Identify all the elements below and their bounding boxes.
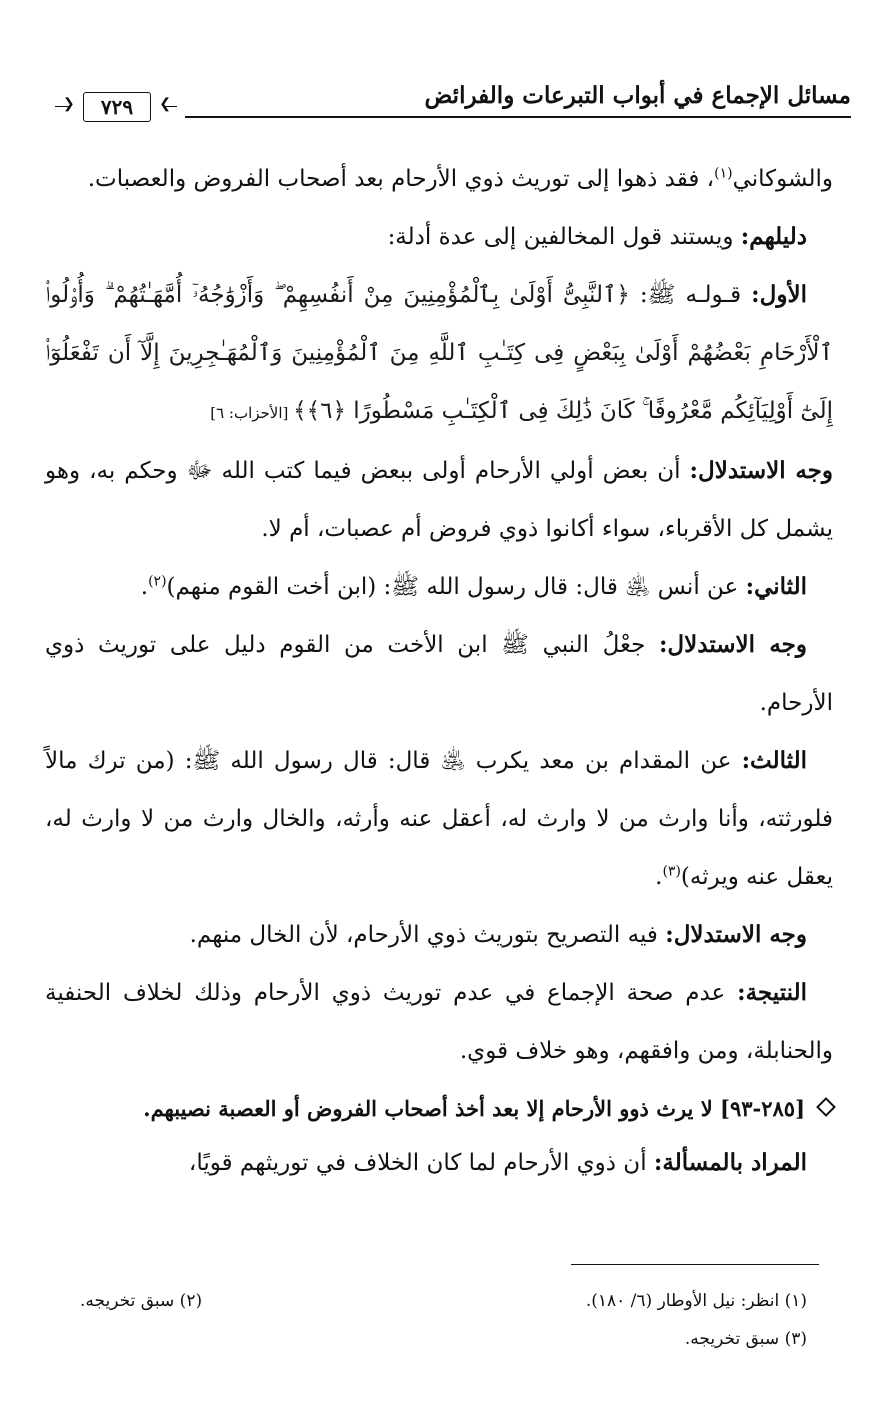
page-number-frame [55,90,177,126]
label-inference: وجه الاستدلال: [658,631,807,658]
ornament-right-icon: ❯ [159,96,171,112]
label-result: النتيجة: [737,979,807,1006]
footnote-row [80,1320,807,1358]
label-third: الثالث: [741,747,807,774]
label-first: الأول: [751,281,807,308]
surah-citation: [الأحزاب: ٦] [210,404,294,422]
footnote-rule [571,1264,819,1265]
running-title: مسائل الإجماع في أبواب التبرعات والفرائض [424,82,851,109]
paragraph-result: النتيجة: عدم صحة الإجماع في عدم توريث ذوي الأرحام وذلك لخلاف الحنفية والحنابلة، ومن وافقهم، وهو خلاف قوي. [45,979,833,1064]
footnotes [80,1282,807,1358]
footnote-3: (٣) سبق تخريجه. [684,1329,807,1349]
paragraph-inference-3: وجه الاستدلال: فيه التصريح بتوريث ذوي الأرحام، لأن الخال منهم. [189,921,807,948]
label-meaning: المراد بالمسألة: [653,1149,807,1176]
label-inference: وجه الاستدلال: [665,921,807,948]
header-rule [185,116,851,118]
paragraph-evidence-intro: دليلهم: ويستند قول المخالفين إلى عدة أدلة: [387,223,807,250]
ornament-line-right [163,106,177,107]
masala-number: [٢٨٥-٩٣] [720,1096,805,1121]
footnote-ref-3: (٣) [662,863,681,880]
footnote-2: (٢) سبق تخريجه. [80,1291,203,1311]
paragraph-inference-1: وجه الاستدلال: أن بعض أولي الأرحام أولى ببعض فيما كتب الله ﷻ وحكم به، وهو يشمل كل الأقرباء، سواء أكانوا ذوي فروض أم عصبات، أم لا. [45,457,833,542]
footnote-ref-1: (١) [714,165,733,182]
diamond-icon [816,1097,836,1117]
page-number: ٧٢٩ [83,92,151,122]
paragraph-first-evidence: الأول: قـولـه ﷺ: ﴿ٱلنَّبِىُّ أَوْلَىٰ بِٱلْمُؤْمِنِينَ مِنْ أَنفُسِهِمْ ۖ وَأَزْوَٰجُهُۥٓ أُمَّهَـٰتُهُمْ ۗ وَأُو۟لُوا۟ ٱلْأَرْحَامِ بَعْضُهُمْ أَوْلَىٰ بِبَعْضٍ فِى كِتَـٰبِ ٱللَّهِ مِنَ ٱلْمُؤْمِنِينَ وَٱلْمُهَـٰجِرِينَ إِلَّآ أَن تَفْعَلُوٓا۟ إِلَىٰٓ أَوْلِيَآئِكُم مَّعْرُوفًا ۚ كَانَ ذَٰلِكَ فِى ٱلْكِتَـٰبِ مَسْطُورًا ﴿٦﴾﴾ [الأحزاب: ٦] [45,281,833,424]
paragraph-meaning: المراد بالمسألة: أن ذوي الأرحام لما كان الخلاف في توريثهم قويًا، [188,1149,807,1176]
paragraph-inference-2: وجه الاستدلال: جعْلُ النبي ﷺ ابن الأخت من القوم دليل على توريث ذوي الأرحام. [45,631,833,716]
label-inference: وجه الاستدلال: [689,457,833,484]
label-evidence: دليلهم: [740,223,807,250]
quran-verse: ﴿ٱلنَّبِىُّ أَوْلَىٰ بِٱلْمُؤْمِنِينَ مِنْ أَنفُسِهِمْ ۖ وَأَزْوَٰجُهُۥٓ أُمَّهَـٰتُهُمْ ۗ وَأُو۟لُوا۟ ٱلْأَرْحَامِ بَعْضُهُمْ أَوْلَىٰ بِبَعْضٍ فِى كِتَـٰبِ ٱللَّهِ مِنَ ٱلْمُؤْمِنِينَ وَٱلْمُهَـٰجِرِينَ إِلَّآ أَن تَفْعَلُوٓا۟ إِلَىٰٓ أَوْلِيَآئِكُم مَّعْرُوفًا ۚ كَانَ ذَٰلِكَ فِى ٱلْكِتَـٰبِ مَسْطُورًا ﴿٦﴾﴾ [45,282,833,424]
masala-title: لا يرث ذوو الأرحام إلا بعد أخذ أصحاب الفروض أو العصبة نصيبهم. [143,1096,720,1121]
paragraph-shawkani: والشوكاني$^{(١)}$، فقد ذهوا إلى توريث ذوي الأرحام بعد أصحاب الفروض والعصبات. [87,165,833,192]
footnote-ref-2: (٢) [148,573,167,590]
paragraph-third-evidence: الثالث: عن المقدام بن معد يكرب ﵁ قال: قال رسول الله ﷺ: (من ترك مالاً فلورثته، وأنا وارث من لا وارث له، أعقل عنه وأرثه، والخال وارث من لا وارث له، يعقل عنه ويرثه)$^{(٣)}$. [45,747,833,890]
ornament-left-icon: ❮ [63,96,75,112]
footnote-row [80,1282,807,1320]
label-second: الثاني: [745,573,807,600]
page-body [45,150,833,1192]
footnote-1: (١) انظر: نيل الأوطار (٦/ ١٨٠). [585,1291,807,1311]
masala-heading [45,1084,833,1134]
page-header [55,78,851,130]
paragraph-second-evidence: الثاني: عن أنس ﵁ قال: قال رسول الله ﷺ: (ابن أخت القوم منهم)$^{(٢)}$. [140,573,807,600]
